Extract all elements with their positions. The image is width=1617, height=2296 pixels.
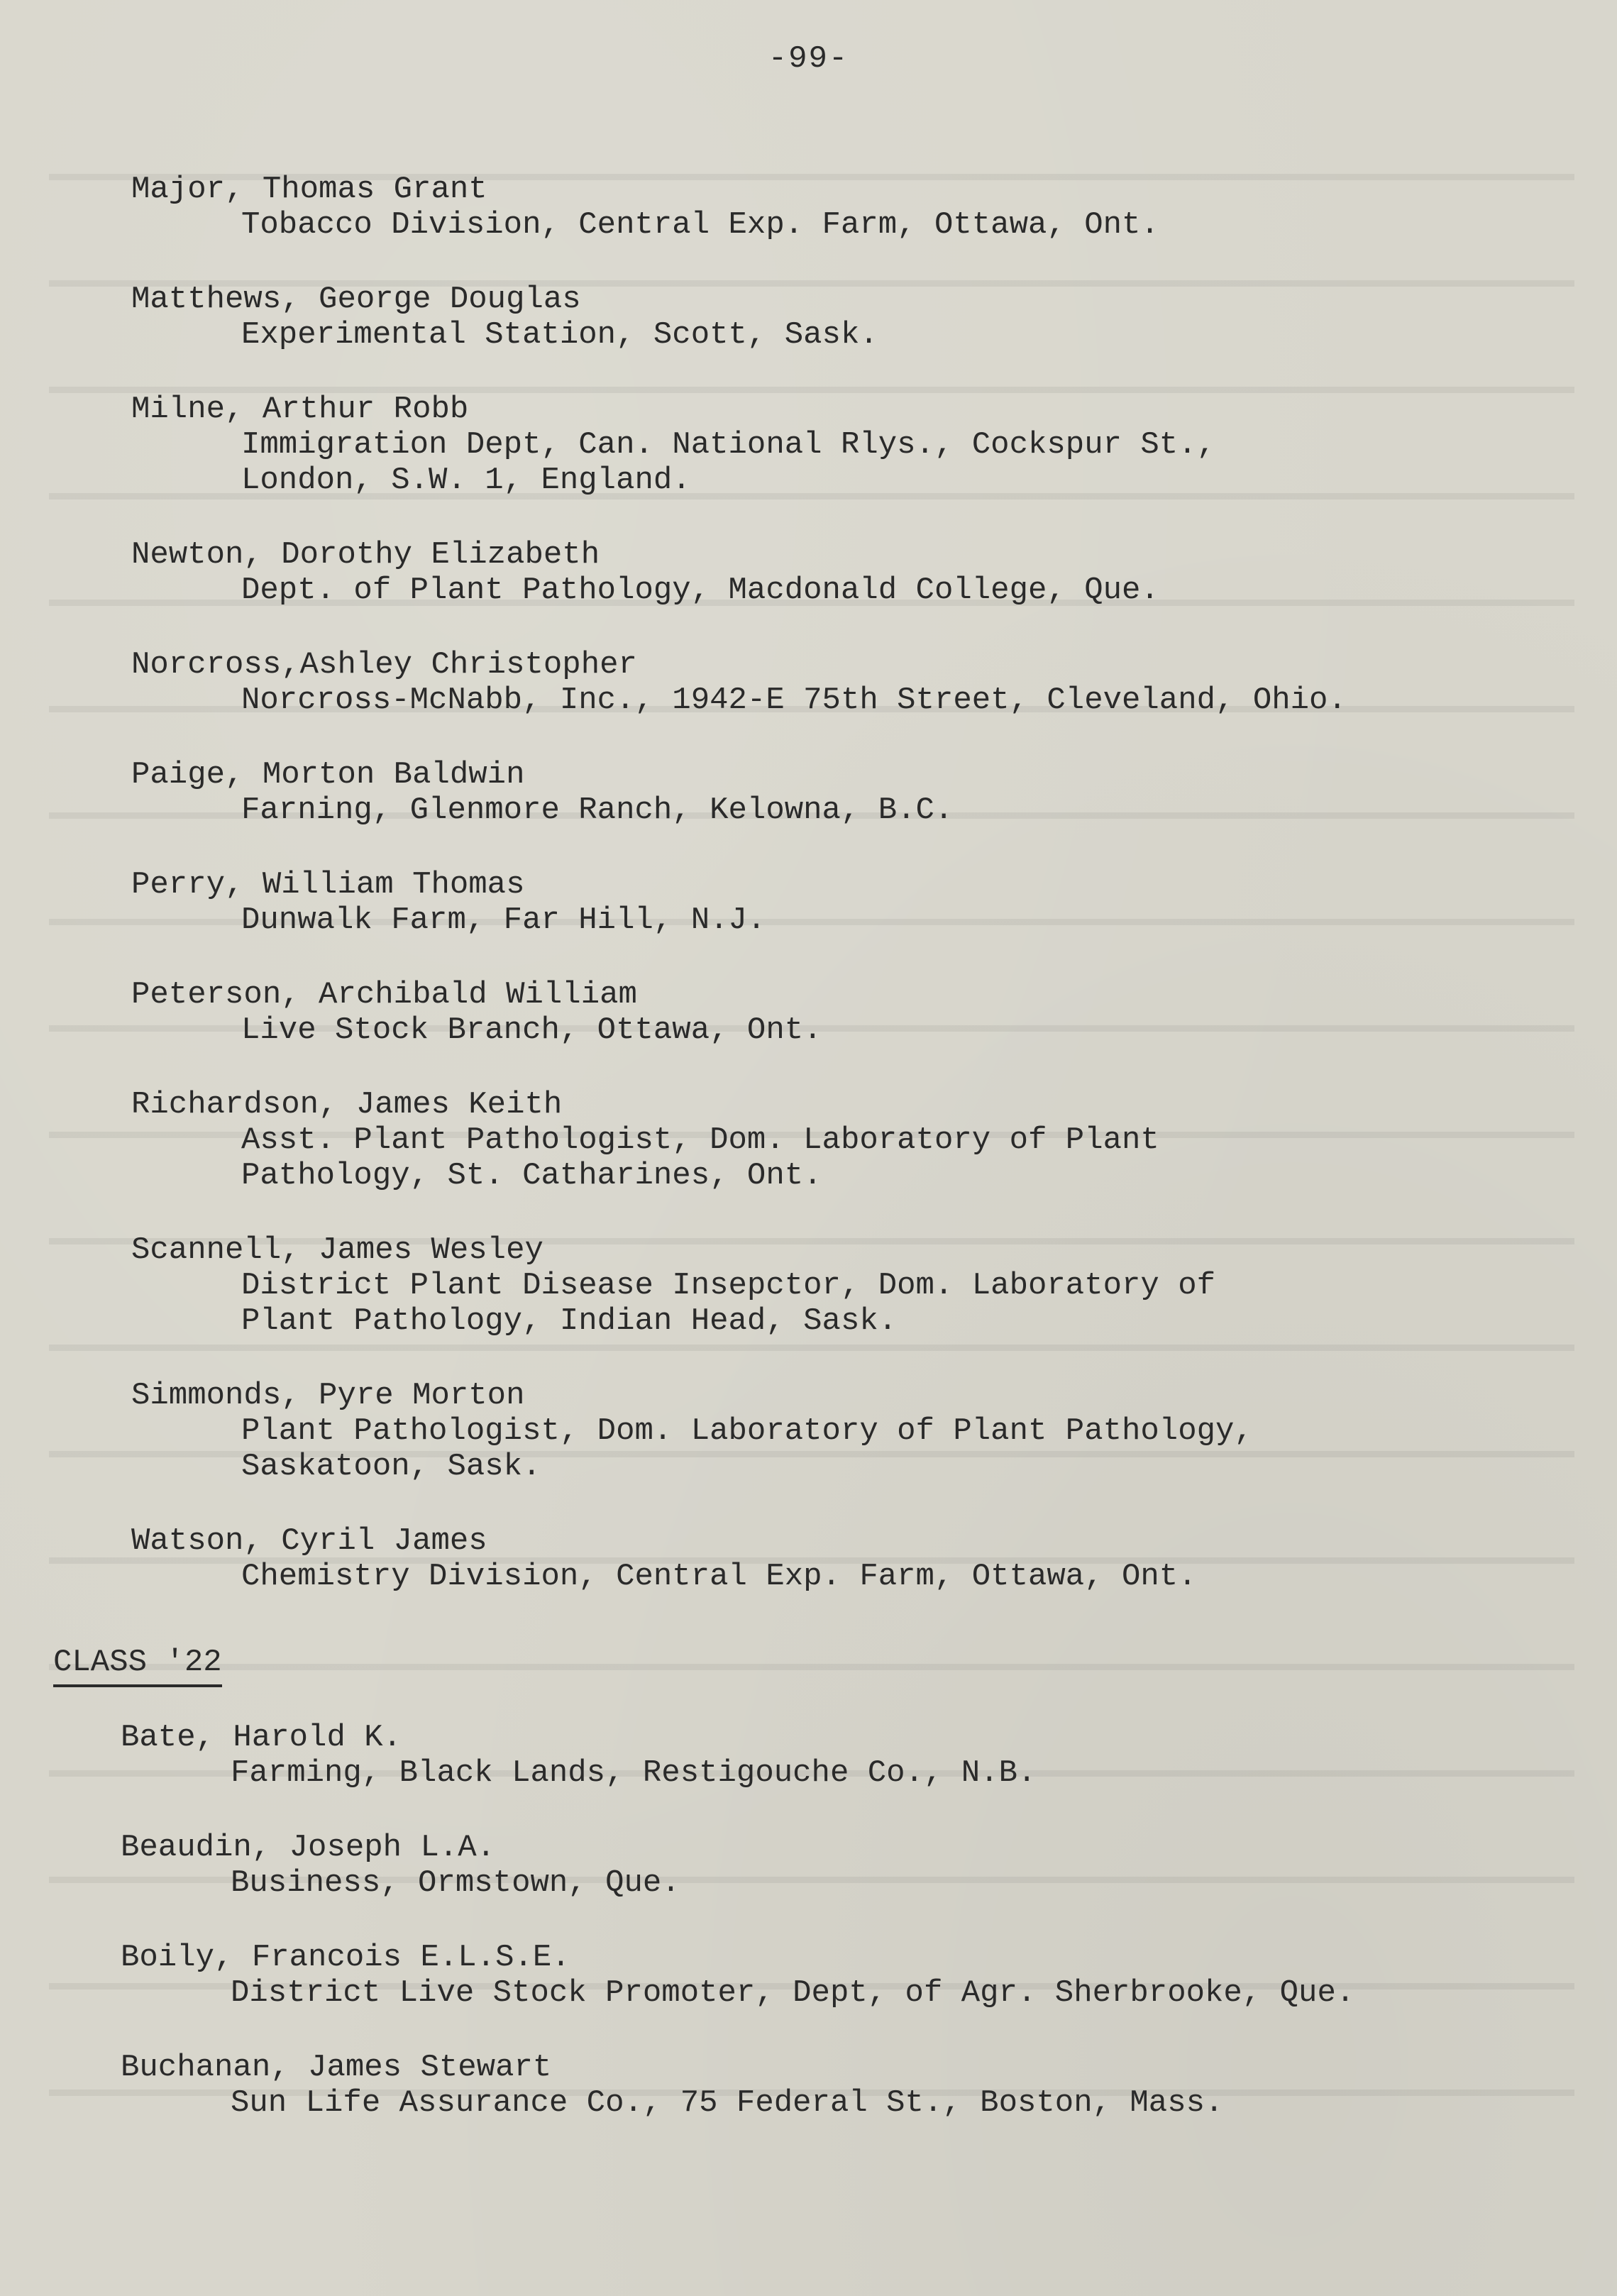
- alumni-entry: [131, 647, 1550, 718]
- alumni-detail-line: Immigration Dept, Can. National Rlys., Cockspur St.,: [241, 427, 1216, 463]
- alumni-detail-line: Farning, Glenmore Ranch, Kelowna, B.C.: [241, 793, 954, 828]
- alumni-name: Peterson, Archibald William: [131, 977, 637, 1012]
- alumni-detail-line: Dunwalk Farm, Far Hill, N.J.: [241, 903, 766, 938]
- alumni-detail-line: Asst. Plant Pathologist, Dom. Laboratory of Plant: [241, 1122, 1159, 1158]
- alumni-entry: [121, 1720, 1575, 1791]
- alumni-entry: [131, 757, 1550, 828]
- alumni-entry: [131, 1523, 1550, 1594]
- alumni-name: Beaudin, Joseph L.A.: [121, 1830, 496, 1865]
- alumni-detail-line: Farming, Black Lands, Restigouche Co., N.B.: [231, 1755, 1037, 1791]
- alumni-detail-line: Plant Pathology, Indian Head, Sask.: [241, 1303, 898, 1339]
- alumni-entry: [131, 282, 1550, 353]
- alumni-detail-line: Tobacco Division, Central Exp. Farm, Ottawa, Ont.: [241, 207, 1159, 243]
- alumni-entry: [131, 537, 1550, 608]
- alumni-name: Newton, Dorothy Elizabeth: [131, 537, 600, 573]
- alumni-name: Major, Thomas Grant: [131, 172, 487, 207]
- alumni-entry: [121, 1830, 1575, 1901]
- alumni-detail-line: District Live Stock Promoter, Dept, of Agr. Sherbrooke, Que.: [231, 1975, 1355, 2011]
- alumni-list: [131, 172, 1550, 1633]
- alumni-detail-line: Experimental Station, Scott, Sask.: [241, 317, 878, 353]
- alumni-name: Simmonds, Pyre Morton: [131, 1378, 525, 1413]
- alumni-name: Paige, Morton Baldwin: [131, 757, 525, 793]
- alumni-entry: [131, 392, 1550, 498]
- alumni-name: Watson, Cyril James: [131, 1523, 487, 1559]
- alumni-detail-line: Plant Pathologist, Dom. Laboratory of Plant Pathology,: [241, 1413, 1253, 1449]
- alumni-detail-line: Dept. of Plant Pathology, Macdonald College, Que.: [241, 573, 1159, 608]
- section-heading: CLASS '22: [53, 1645, 222, 1687]
- alumni-name: Richardson, James Keith: [131, 1087, 563, 1122]
- page-number: -99-: [768, 41, 849, 77]
- alumni-entry: [131, 1378, 1550, 1484]
- alumni-detail-line: Norcross-McNabb, Inc., 1942-E 75th Street, Cleveland, Ohio.: [241, 683, 1347, 718]
- alumni-entry: [121, 1940, 1575, 2011]
- alumni-name: Scannell, James Wesley: [131, 1232, 543, 1268]
- alumni-detail-line: Sun Life Assurance Co., 75 Federal St., Boston, Mass.: [231, 2085, 1224, 2121]
- alumni-name: Perry, William Thomas: [131, 867, 525, 903]
- alumni-detail-line: Business, Ormstown, Que.: [231, 1865, 680, 1901]
- alumni-entry: [131, 977, 1550, 1048]
- alumni-name: Boily, Francois E.L.S.E.: [121, 1940, 570, 1975]
- alumni-entry: [121, 2050, 1575, 2121]
- alumni-list-class-22: [121, 1720, 1575, 2160]
- alumni-name: Matthews, George Douglas: [131, 282, 581, 317]
- alumni-name: Buchanan, James Stewart: [121, 2050, 552, 2085]
- alumni-entry: [131, 867, 1550, 938]
- alumni-detail-line: District Plant Disease Insepctor, Dom. Laboratory of: [241, 1268, 1216, 1303]
- alumni-detail-line: London, S.W. 1, England.: [241, 463, 691, 498]
- alumni-name: Norcross,Ashley Christopher: [131, 647, 637, 683]
- alumni-detail-line: Pathology, St. Catharines, Ont.: [241, 1158, 822, 1193]
- alumni-entry: [131, 1232, 1550, 1339]
- alumni-detail-line: Chemistry Division, Central Exp. Farm, Ottawa, Ont.: [241, 1559, 1197, 1594]
- alumni-entry: [131, 1087, 1550, 1193]
- alumni-entry: [131, 172, 1550, 243]
- alumni-detail-line: Live Stock Branch, Ottawa, Ont.: [241, 1012, 822, 1048]
- alumni-detail-line: Saskatoon, Sask.: [241, 1449, 541, 1484]
- alumni-name: Bate, Harold K.: [121, 1720, 402, 1755]
- alumni-name: Milne, Arthur Robb: [131, 392, 469, 427]
